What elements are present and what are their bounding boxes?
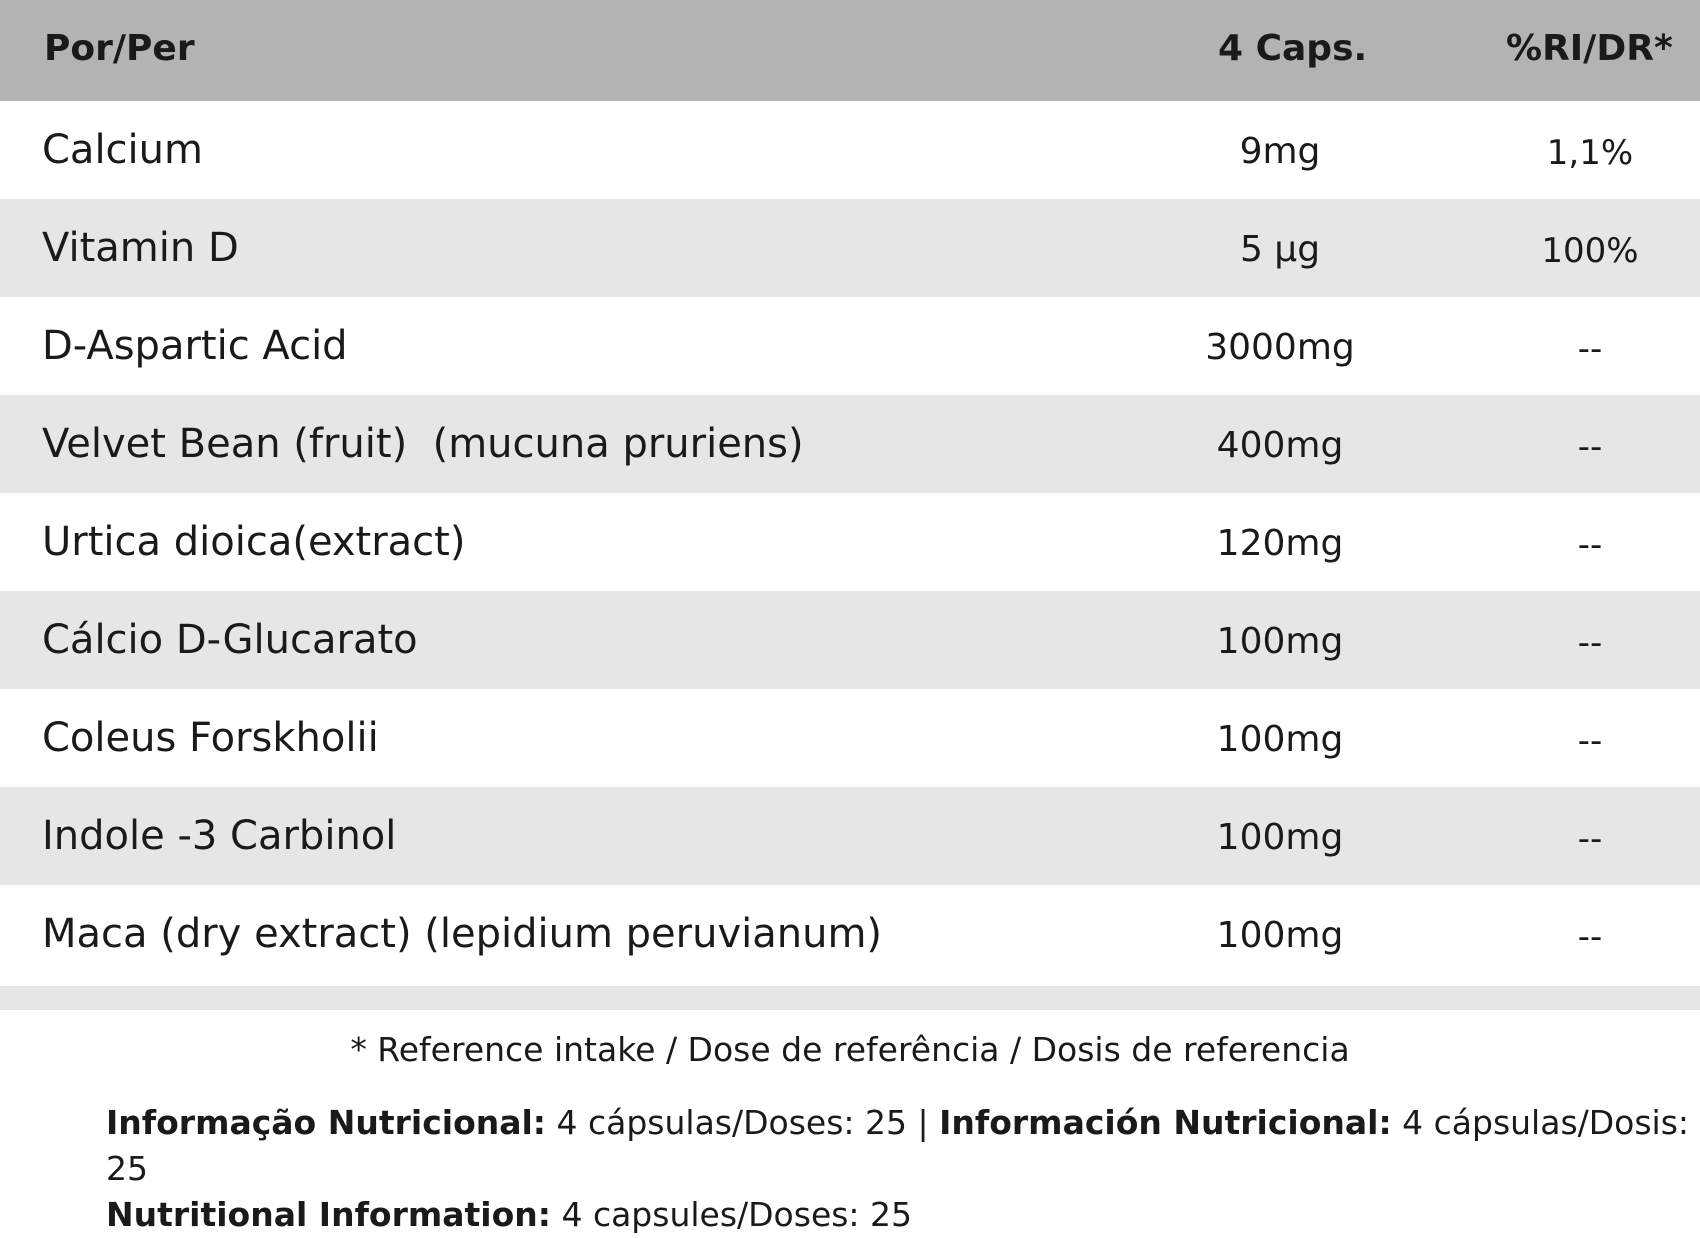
table-row bbox=[0, 199, 1700, 297]
ingredient-name: Maca (dry extract) (lepidium peruvianum) bbox=[42, 911, 883, 957]
table-row bbox=[0, 885, 1700, 983]
info-pt-label: Informação Nutricional: bbox=[106, 1103, 547, 1142]
ingredient-ri: 1,1% bbox=[1546, 133, 1634, 173]
info-es-value: 4 cápsulas/Dosis: 25 bbox=[106, 1103, 1690, 1188]
ingredient-ri: -- bbox=[1577, 721, 1603, 761]
info-pt-value: 4 cápsulas/Doses: 25 | bbox=[546, 1103, 940, 1142]
ingredient-amount: 5 µg bbox=[1239, 229, 1321, 270]
ingredient-ri: -- bbox=[1577, 917, 1603, 957]
ingredient-name: Vitamin D bbox=[42, 225, 239, 271]
info-es-label: Información Nutricional: bbox=[939, 1103, 1392, 1142]
info-line-1 bbox=[106, 1100, 1700, 1192]
ingredient-ri: -- bbox=[1577, 525, 1603, 565]
ingredient-amount: 9mg bbox=[1239, 131, 1321, 172]
header-amount: 4 Caps. bbox=[1218, 28, 1368, 69]
ingredient-amount: 100mg bbox=[1216, 817, 1344, 858]
ingredient-amount: 100mg bbox=[1216, 621, 1344, 662]
ingredient-ri: 100% bbox=[1541, 231, 1639, 271]
info-en-value: 4 capsules/Doses: 25 bbox=[550, 1195, 913, 1234]
ingredient-amount: 120mg bbox=[1216, 523, 1344, 564]
ingredient-amount: 100mg bbox=[1216, 719, 1344, 760]
ingredient-amount: 3000mg bbox=[1205, 327, 1355, 368]
ingredient-amount: 400mg bbox=[1216, 425, 1344, 466]
table-header bbox=[0, 0, 1700, 101]
ingredient-ri: -- bbox=[1577, 329, 1603, 369]
ingredient-name: Urtica dioica(extract) bbox=[42, 519, 466, 565]
ingredient-name: Cálcio D-Glucarato bbox=[42, 617, 418, 663]
ingredient-name: Calcium bbox=[42, 127, 203, 173]
table-bottom-strip bbox=[0, 986, 1700, 1010]
ingredient-name: Coleus Forskholii bbox=[42, 715, 379, 761]
ingredient-amount: 100mg bbox=[1216, 915, 1344, 956]
table-row bbox=[0, 297, 1700, 395]
ingredient-ri: -- bbox=[1577, 623, 1603, 663]
ingredient-name: Velvet Bean (fruit) (mucuna pruriens) bbox=[42, 421, 804, 467]
reference-footnote: * Reference intake / Dose de referência / Dosis de referencia bbox=[350, 1030, 1350, 1069]
ingredient-ri: -- bbox=[1577, 819, 1603, 859]
table-row bbox=[0, 395, 1700, 493]
ingredient-name: Indole -3 Carbinol bbox=[42, 813, 397, 859]
header-ri: %RI/DR* bbox=[1506, 28, 1673, 69]
table-row bbox=[0, 689, 1700, 787]
table-row bbox=[0, 493, 1700, 591]
info-en-label: Nutritional Information: bbox=[106, 1195, 551, 1234]
nutrition-info bbox=[106, 1100, 1700, 1238]
info-line-2 bbox=[106, 1192, 1700, 1238]
table-row bbox=[0, 787, 1700, 885]
ingredient-name: D-Aspartic Acid bbox=[42, 323, 348, 369]
table-row bbox=[0, 101, 1700, 199]
table-row bbox=[0, 591, 1700, 689]
ingredient-ri: -- bbox=[1577, 427, 1603, 467]
header-per: Por/Per bbox=[44, 28, 195, 69]
